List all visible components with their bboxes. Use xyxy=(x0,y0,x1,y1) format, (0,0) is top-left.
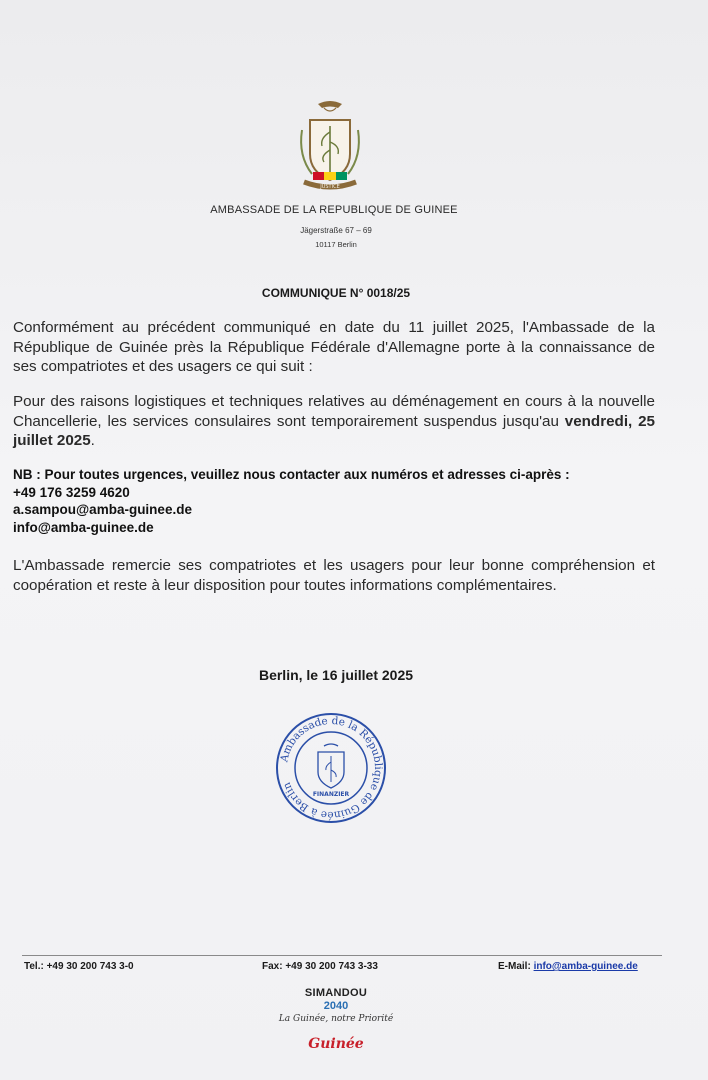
embassy-street: Jägerstraße 67 – 69 xyxy=(300,226,372,235)
official-stamp xyxy=(274,712,388,824)
paragraph-suspension xyxy=(13,392,655,451)
footer-divider xyxy=(22,955,662,956)
simandou-slogan: La Guinée, notre Priorité xyxy=(278,1014,394,1024)
svg-text:JUSTICE: JUSTICE xyxy=(320,184,340,190)
coat-of-arms-logo xyxy=(288,96,372,196)
suspension-end: . xyxy=(90,432,95,449)
communique-title: COMMUNIQUE N° 0018/25 xyxy=(261,286,411,300)
simandou-logo-text: SIMANDOU xyxy=(304,987,368,999)
place-date: Berlin, le 16 juillet 2025 xyxy=(258,667,414,683)
footer-fax: Fax: +49 30 200 743 3-33 xyxy=(262,961,378,972)
paragraph-intro: Conformément au précédent communiqué en date du 11 juillet 2025, l'Ambassade de la République de Guinée près la République Fédérale d'Allemagne porte à la connaissance de ses compatriotes et des usagers ce qui suit : xyxy=(13,319,655,375)
stamp-eagle-icon xyxy=(324,744,338,746)
stamp-ring-text: Ambassade de la République de Guinée à Berlin xyxy=(278,714,385,822)
stamp-inner-text: FINANZIER xyxy=(312,791,350,798)
guinee-brand-logo: Guinée xyxy=(308,1036,364,1052)
nb-heading: NB : Pour toutes urgences, veuillez nous contacter aux numéros et adresses ci-après : xyxy=(13,467,570,482)
urgent-contacts xyxy=(13,466,570,536)
embassy-name: AMBASSADE DE LA REPUBLIQUE DE GUINEE xyxy=(210,204,458,216)
footer-email-label: E-Mail: xyxy=(498,961,534,972)
paragraph-closing: L'Ambassade remercie ses compatriotes et les usagers pour leur bonne compréhension et coopération et reste à leur disposition pour toutes informations complémentaires. xyxy=(13,557,655,594)
suspension-date: vendredi, 25 juillet 2025 xyxy=(13,412,655,449)
footer-tel: Tel.: +49 30 200 743 3-0 xyxy=(24,961,134,972)
simandou-year: 2040 xyxy=(323,1000,349,1012)
contact-phone: +49 176 3259 4620 xyxy=(13,484,130,500)
embassy-city: 10117 Berlin xyxy=(315,240,357,249)
suspension-text: Pour des raisons logistiques et techniques relatives au déménagement en cours à la nouvelle Chancellerie, les services consulaires sont temporairement suspendus jusqu'au xyxy=(13,393,655,430)
footer-email xyxy=(498,961,638,972)
contact-email-sampou[interactable]: a.sampou@amba-guinee.de xyxy=(13,502,192,517)
footer-email-link[interactable]: info@amba-guinee.de xyxy=(533,961,638,972)
eagle-icon xyxy=(318,101,342,108)
contact-email-info[interactable]: info@amba-guinee.de xyxy=(13,519,154,535)
